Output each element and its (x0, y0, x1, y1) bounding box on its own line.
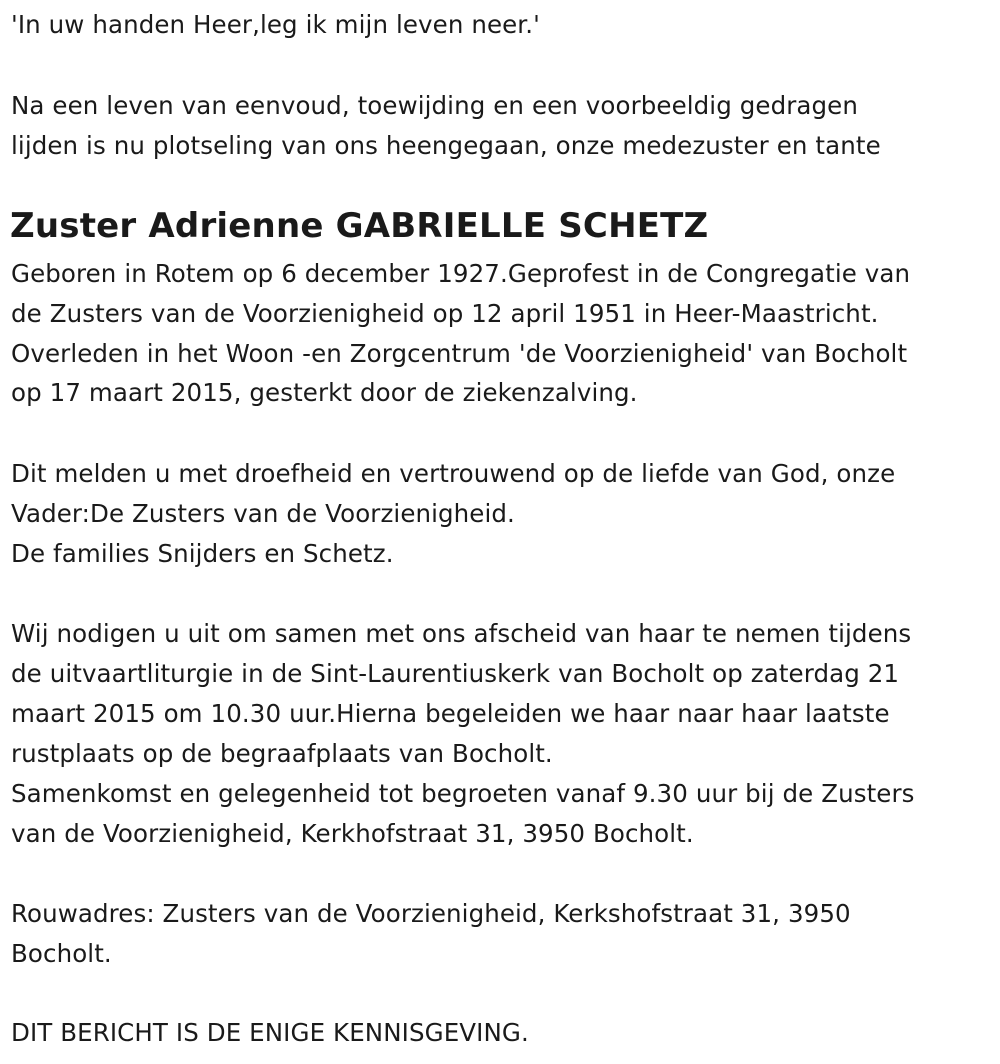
funeral-line-2: de uitvaartliturgie in de Sint-Laurentiuskerk van Bocholt op zaterdag 21 (11, 659, 900, 688)
address-line-2: Bocholt. (11, 939, 112, 968)
intro-line-1: Na een leven van eenvoud, toewijding en een voorbeeldig gedragen (11, 91, 858, 120)
biography-line-3: Overleden in het Woon -en Zorgcentrum 'de Voorzienigheid' van Bocholt (11, 339, 908, 368)
biography-line-2: de Zusters van de Voorzienigheid op 12 april 1951 in Heer-Maastricht. (11, 299, 879, 328)
biography-line-1: Geboren in Rotem op 6 december 1927.Geprofest in de Congregatie van (11, 259, 911, 288)
funeral-line-4: rustplaats op de begraafplaats van Bocholt. (11, 739, 553, 768)
motto-text: 'In uw handen Heer,leg ik mijn leven neer.' (11, 10, 540, 39)
announcement-line-2: Vader:De Zusters van de Voorzienigheid. (11, 499, 515, 528)
biography-line-4: op 17 maart 2015, gesterkt door de ziekenzalving. (11, 378, 638, 407)
funeral-line-3: maart 2015 om 10.30 uur.Hierna begeleiden we haar naar haar laatste (11, 699, 890, 728)
funeral-line-5: Samenkomst en gelegenheid tot begroeten vanaf 9.30 uur bij de Zusters (11, 779, 915, 808)
deceased-name-heading: Zuster Adrienne GABRIELLE SCHETZ (10, 206, 709, 246)
closing-notice: DIT BERICHT IS DE ENIGE KENNISGEVING. (11, 1018, 529, 1047)
funeral-line-1: Wij nodigen u uit om samen met ons afscheid van haar te nemen tijdens (11, 619, 912, 648)
announcement-line-1: Dit melden u met droefheid en vertrouwend op de liefde van God, onze (11, 459, 896, 488)
funeral-line-6: van de Voorzienigheid, Kerkhofstraat 31, 3950 Bocholt. (11, 819, 694, 848)
intro-line-2: lijden is nu plotseling van ons heengegaan, onze medezuster en tante (11, 131, 881, 160)
address-line-1: Rouwadres: Zusters van de Voorzienigheid, Kerkshofstraat 31, 3950 (11, 899, 851, 928)
announcement-line-3: De families Snijders en Schetz. (11, 539, 394, 568)
